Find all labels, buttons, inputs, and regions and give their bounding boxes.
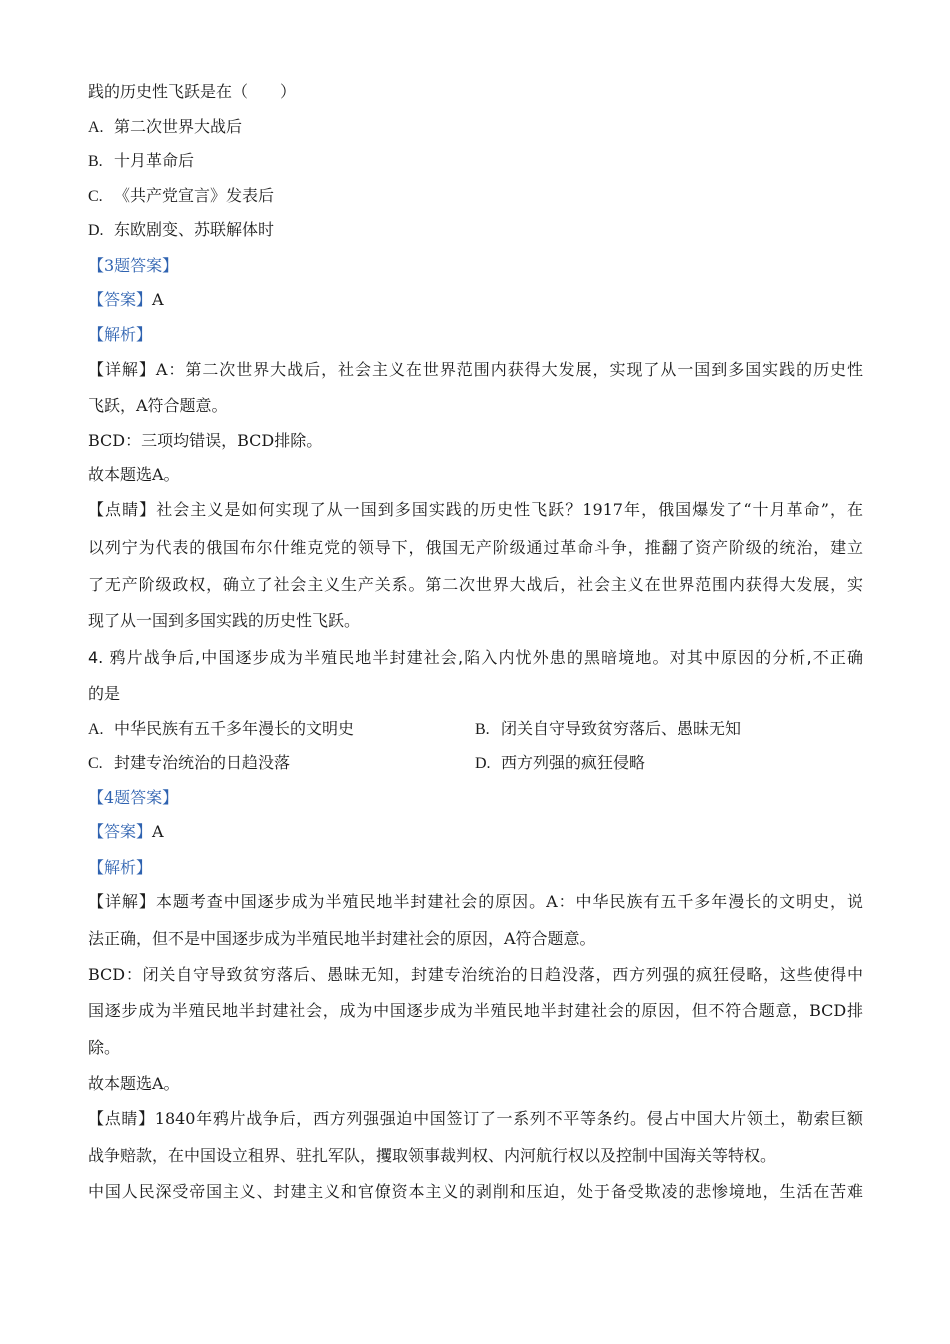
- option-text: 西方列强的疯狂侵略: [501, 753, 646, 772]
- q4-tip-line-2: 战争赔款，在中国设立租界、驻扎军队，攫取领事裁判权、内河航行权以及控制中国海关等特权。: [88, 1146, 777, 1165]
- option-letter: C.: [88, 755, 103, 772]
- q3-option-a: [88, 117, 242, 138]
- option-letter: B.: [475, 721, 490, 738]
- q4-detail-line-4: 国逐步成为半殖民地半封建社会，成为中国逐步成为半殖民地半封建社会的原因，但不符合题意，BCD排: [88, 1001, 863, 1020]
- q3-stem-close: ）: [280, 82, 297, 101]
- option-letter: B.: [88, 153, 103, 170]
- tip-label: 【点睛】: [88, 500, 157, 519]
- q3-answer-section: 【3题答案】: [88, 256, 179, 275]
- q3-option-b: [88, 151, 194, 172]
- q3-option-c: [88, 186, 274, 207]
- q4-analysis-label: 【解析】: [88, 858, 153, 877]
- option-letter: D.: [88, 222, 104, 239]
- q4-detail-line-1: [88, 892, 863, 912]
- q3-detail-line-1: [88, 360, 863, 380]
- q3-tip-line-1: [88, 500, 863, 520]
- q4-answer-section: 【4题答案】: [88, 788, 179, 807]
- detail-text: A：第二次世界大战后，社会主义在世界范围内获得大发展，实现了从一国到多国实践的历史性: [155, 360, 863, 379]
- q4-stem-line-2: 的是: [88, 684, 121, 703]
- option-text: 封建专治统治的日趋没落: [114, 753, 291, 772]
- option-letter: A.: [88, 721, 104, 738]
- q3-tip-line-4: 现了从一国到多国实践的历史性飞跃。: [88, 611, 361, 630]
- answer-value: A: [152, 822, 164, 841]
- option-text: 十月革命后: [114, 151, 195, 170]
- option-text: 《共产党宣言》发表后: [114, 186, 275, 205]
- q3-detail-line-4: 故本题选A。: [88, 465, 180, 484]
- option-letter: C.: [88, 188, 103, 205]
- tip-text: 社会主义是如何实现了从一国到多国实践的历史性飞跃？1917年，俄国爆发了“十月革命”，在: [156, 500, 863, 519]
- q4-option-a: [88, 719, 354, 740]
- q3-stem-text: 践的历史性飞跃是在（: [88, 82, 249, 101]
- option-text: 闭关自守导致贫穷落后、愚昧无知: [501, 719, 742, 738]
- q4-tip-line-3: 中国人民深受帝国主义、封建主义和官僚资本主义的剥削和压迫，处于备受欺凌的悲惨境地，生活在苦难: [88, 1182, 863, 1201]
- q4-stem-line-1: 4. 鸦片战争后,中国逐步成为半殖民地半封建社会,陷入内忧外患的黑暗境地。对其中原因的分析,不正确: [88, 648, 863, 667]
- q3-detail-line-3: BCD：三项均错误，BCD排除。: [88, 431, 323, 450]
- option-text: 中华民族有五千多年漫长的文明史: [114, 719, 355, 738]
- q4-detail-line-2: 法正确，但不是中国逐步成为半殖民地半封建社会的原因，A符合题意。: [88, 929, 596, 948]
- q3-tip-line-3: 了无产阶级政权，确立了社会主义生产关系。第二次世界大战后，社会主义在世界范围内获得大发展，实: [88, 575, 863, 594]
- answer-label: 【答案】: [88, 822, 153, 841]
- detail-label: 【详解】: [88, 892, 156, 911]
- option-letter: A.: [88, 119, 104, 136]
- q4-tip-line-1: [88, 1109, 863, 1129]
- answer-label: 【答案】: [88, 290, 153, 309]
- option-letter: D.: [475, 755, 491, 772]
- option-text: 东欧剧变、苏联解体时: [114, 220, 275, 239]
- q4-answer: [88, 822, 164, 842]
- tip-label: 【点睛】: [88, 1109, 155, 1128]
- q4-option-d: [475, 753, 645, 774]
- q4-option-b: [475, 719, 741, 740]
- answer-value: A: [152, 290, 164, 309]
- tip-text: 1840年鸦片战争后，西方列强强迫中国签订了一系列不平等条约。侵占中国大片领土，勒索巨额: [154, 1109, 863, 1128]
- q3-stem: [88, 82, 296, 102]
- q4-detail-line-5: 除。: [88, 1038, 121, 1057]
- q3-tip-line-2: 以列宁为代表的俄国布尔什维克党的领导下，俄国无产阶级通过革命斗争，推翻了资产阶级的统治，建立: [88, 538, 863, 557]
- q4-detail-line-6: 故本题选A。: [88, 1074, 180, 1093]
- detail-label: 【详解】: [88, 360, 156, 379]
- detail-text: 本题考查中国逐步成为半殖民地半封建社会的原因。A：中华民族有五千多年漫长的文明史，说: [155, 892, 863, 911]
- q3-option-d: [88, 220, 274, 241]
- q3-detail-line-2: 飞跃，A符合题意。: [88, 396, 228, 415]
- option-text: 第二次世界大战后: [114, 117, 243, 136]
- q4-detail-line-3: BCD：闭关自守导致贫穷落后、愚昧无知，封建专治统治的日趋没落，西方列强的疯狂侵略，这些使得中: [88, 965, 863, 984]
- q3-analysis-label: 【解析】: [88, 325, 153, 344]
- q4-option-c: [88, 753, 290, 774]
- q3-answer: [88, 290, 164, 310]
